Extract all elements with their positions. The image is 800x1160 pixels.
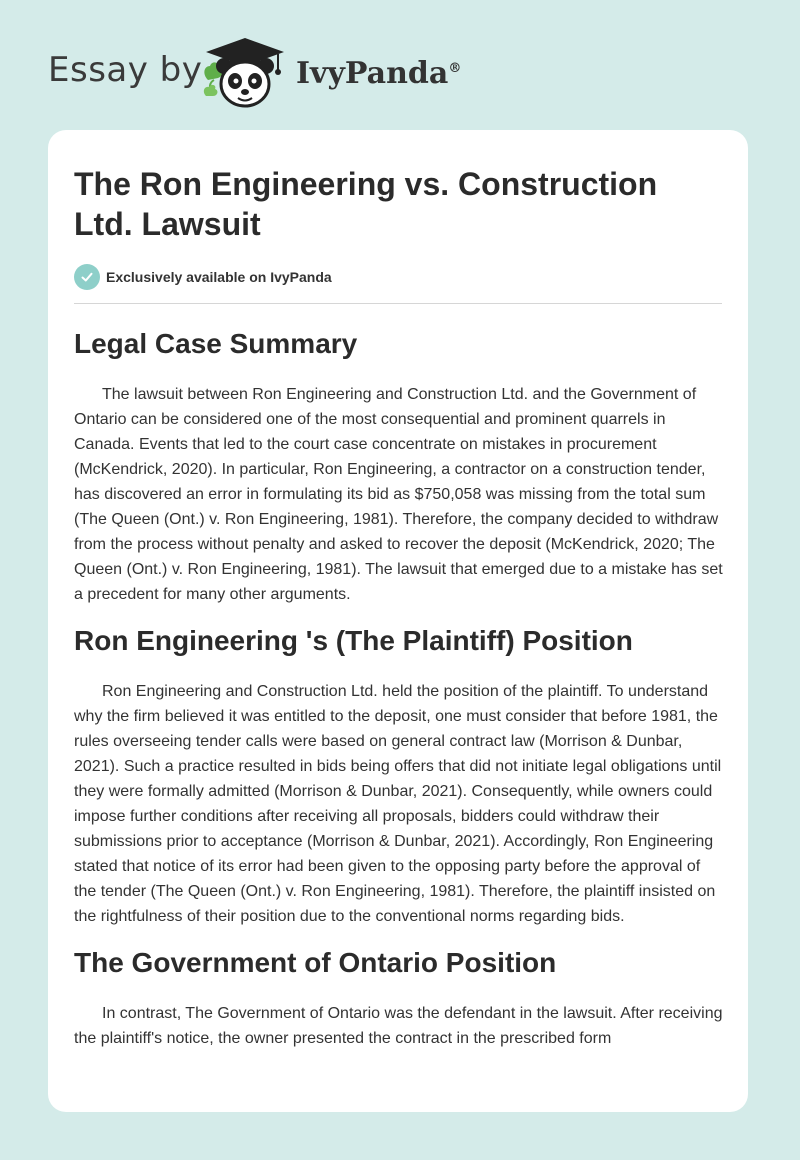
exclusive-label: Exclusively available on IvyPanda	[106, 269, 332, 285]
divider	[74, 303, 722, 304]
exclusive-badge	[74, 264, 332, 290]
section-plaintiff-position	[74, 613, 726, 929]
section-heading: Legal Case Summary	[74, 328, 358, 359]
article-card	[48, 130, 748, 1112]
article-body	[74, 316, 726, 1057]
section-government-position	[74, 935, 726, 1051]
section-legal-case-summary	[74, 316, 726, 607]
brand-prefix: Essay by	[48, 50, 203, 90]
section-paragraph: Ron Engineering and Construction Ltd. held the position of the plaintiff. To understand why the firm believed it was entitled to the deposit, one must consider that before 1981, the rules overseeing tender calls were based on general contract law (Morrison & Dunbar, 2021). Such a practice resulted in bids being offers that did not initiate legal obligations until they were formally admitted (Morrison & Dunbar, 2021). Consequently, while owners could impose further conditions after receiving all proposals, bidders could withdraw their submissions prior to acceptance (Morrison & Dunbar, 2021). Accordingly, Ron Engineering stated that notice of its error had been given to the opposing party before the approval of the tender (The Queen (Ont.) v. Ron Engineering, 1981). Therefore, the plaintiff insisted on the rightfulness of their position due to the conventional norms regarding bids.	[74, 683, 722, 925]
section-heading: The Government of Ontario Position	[74, 947, 557, 978]
section-paragraph: In contrast, The Government of Ontario was the defendant in the lawsuit. After receiving the plaintiff's notice, the owner presented the contract in the prescribed form	[74, 1005, 723, 1047]
section-heading: Ron Engineering 's (The Plaintiff) Position	[74, 625, 633, 656]
brand-name[interactable]: IvyPanda®	[296, 56, 462, 91]
panda-graduate-icon[interactable]	[200, 36, 290, 108]
page-title: The Ron Engineering vs. Construction Ltd. Lawsuit	[74, 166, 658, 242]
section-paragraph: The lawsuit between Ron Engineering and Construction Ltd. and the Government of Ontario can be considered one of the most consequential and prominent quarrels in Canada. Events that led to the court case concentrate on mistakes in procurement (McKendrick, 2020). In particular, Ron Engineering, a contractor on a construction tender, has discovered an error in formulating its bid as $750,058 was missing from the total sum (The Queen (Ont.) v. Ron Engineering, 1981). Therefore, the company decided to withdraw from the process without penalty and asked to recover the deposit (McKendrick, 2020; The Queen (Ont.) v. Ron Engineering, 1981). The lawsuit that emerged due to a mistake has set a precedent for many other arguments.	[74, 386, 723, 603]
site-header	[0, 0, 800, 130]
check-circle-icon	[74, 264, 100, 290]
